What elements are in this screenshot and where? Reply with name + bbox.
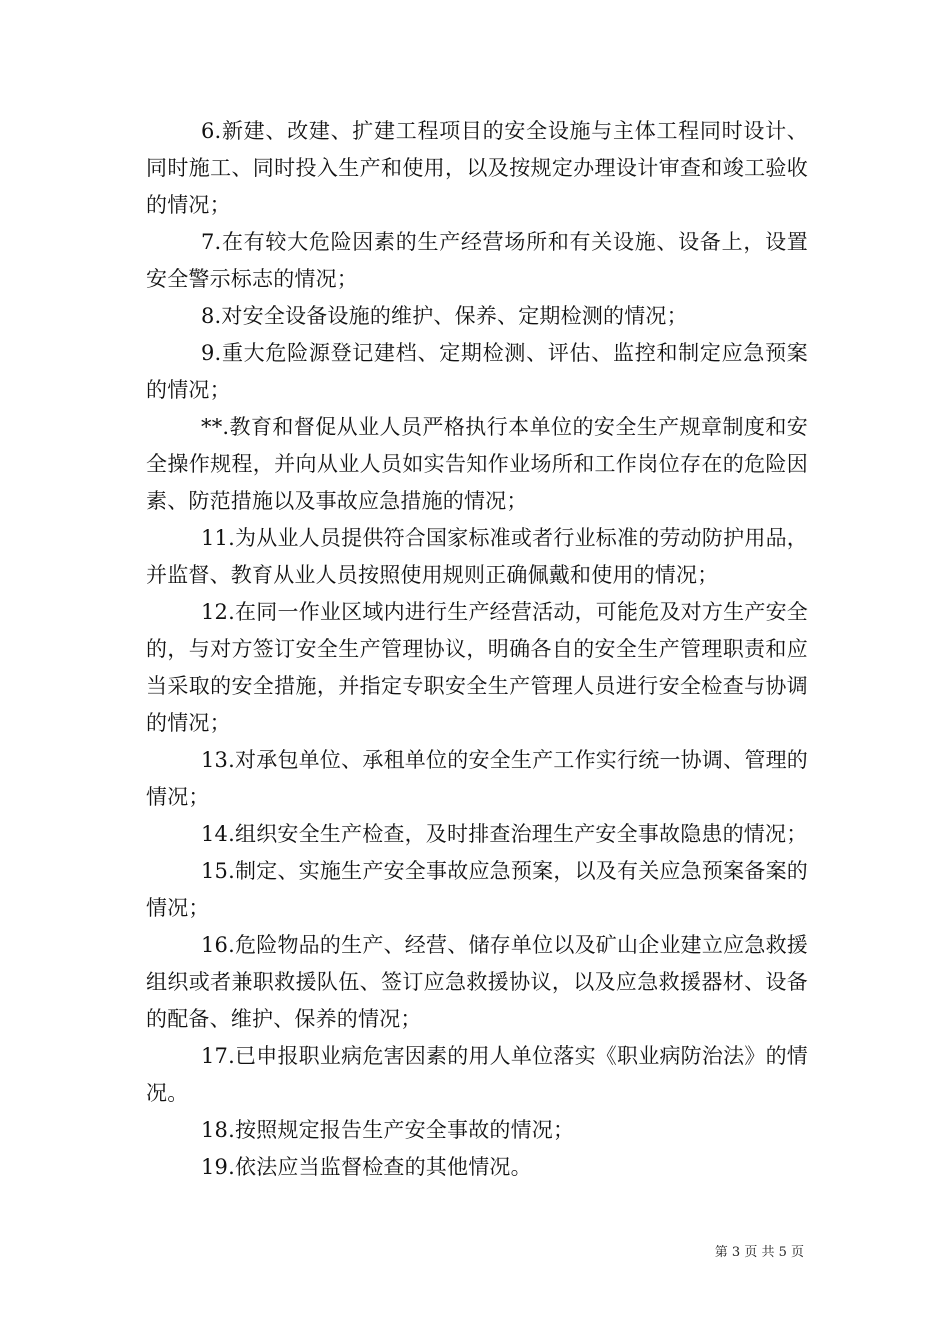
paragraph-item-13: 13.对承包单位、承租单位的安全生产工作实行统一协调、管理的情况； (146, 748, 808, 809)
paragraph-item-7: 7.在有较大危险因素的生产经营场所和有关设施、设备上，设置安全警示标志的情况； (146, 230, 808, 291)
paragraph-item-9: 9.重大危险源登记建档、定期检测、评估、监控和制定应急预案的情况； (146, 341, 808, 402)
paragraph-item-14: 14.组织安全生产检查，及时排查治理生产安全事故隐患的情况； (201, 822, 808, 846)
paragraph-item-16: 16.危险物品的生产、经营、储存单位以及矿山企业建立应急救援组织或者兼职救援队伍、签订应急救援协议，以及应急救援器材、设备的配备、维护、保养的情况； (146, 933, 808, 1031)
paragraph-item-8: 8.对安全设备设施的维护、保养、定期检测的情况； (201, 304, 688, 328)
paragraph-item-17: 17.已申报职业病危害因素的用人单位落实《职业病防治法》的情况。 (146, 1044, 808, 1105)
paragraph-item-15: 15.制定、实施生产安全事故应急预案，以及有关应急预案备案的情况； (146, 859, 808, 920)
paragraph-item-10: **.教育和督促从业人员严格执行本单位的安全生产规章制度和安全操作规程，并向从业人员如实告知作业场所和工作岗位存在的危险因素、防范措施以及事故应急措施的情况； (146, 415, 808, 513)
page-number-footer: 第 3 页 共 5 页 (714, 1245, 804, 1260)
paragraph-item-18: 18.按照规定报告生产安全事故的情况； (201, 1118, 575, 1142)
paragraph-item-12: 12.在同一作业区域内进行生产经营活动，可能危及对方生产安全的，与对方签订安全生产管理协议，明确各自的安全生产管理职责和应当采取的安全措施，并指定专职安全生产管理人员进行安全检查与协调的情况； (146, 600, 808, 735)
paragraph-item-11: 11.为从业人员提供符合国家标准或者行业标准的劳动防护用品，并监督、教育从业人员按照使用规则正确佩戴和使用的情况； (146, 526, 808, 587)
document-body (146, 113, 808, 1186)
paragraph-item-19: 19.依法应当监督检查的其他情况。 (201, 1155, 532, 1179)
paragraph-item-6: 6.新建、改建、扩建工程项目的安全设施与主体工程同时设计、同时施工、同时投入生产和使用，以及按规定办理设计审查和竣工验收的情况； (146, 119, 808, 217)
